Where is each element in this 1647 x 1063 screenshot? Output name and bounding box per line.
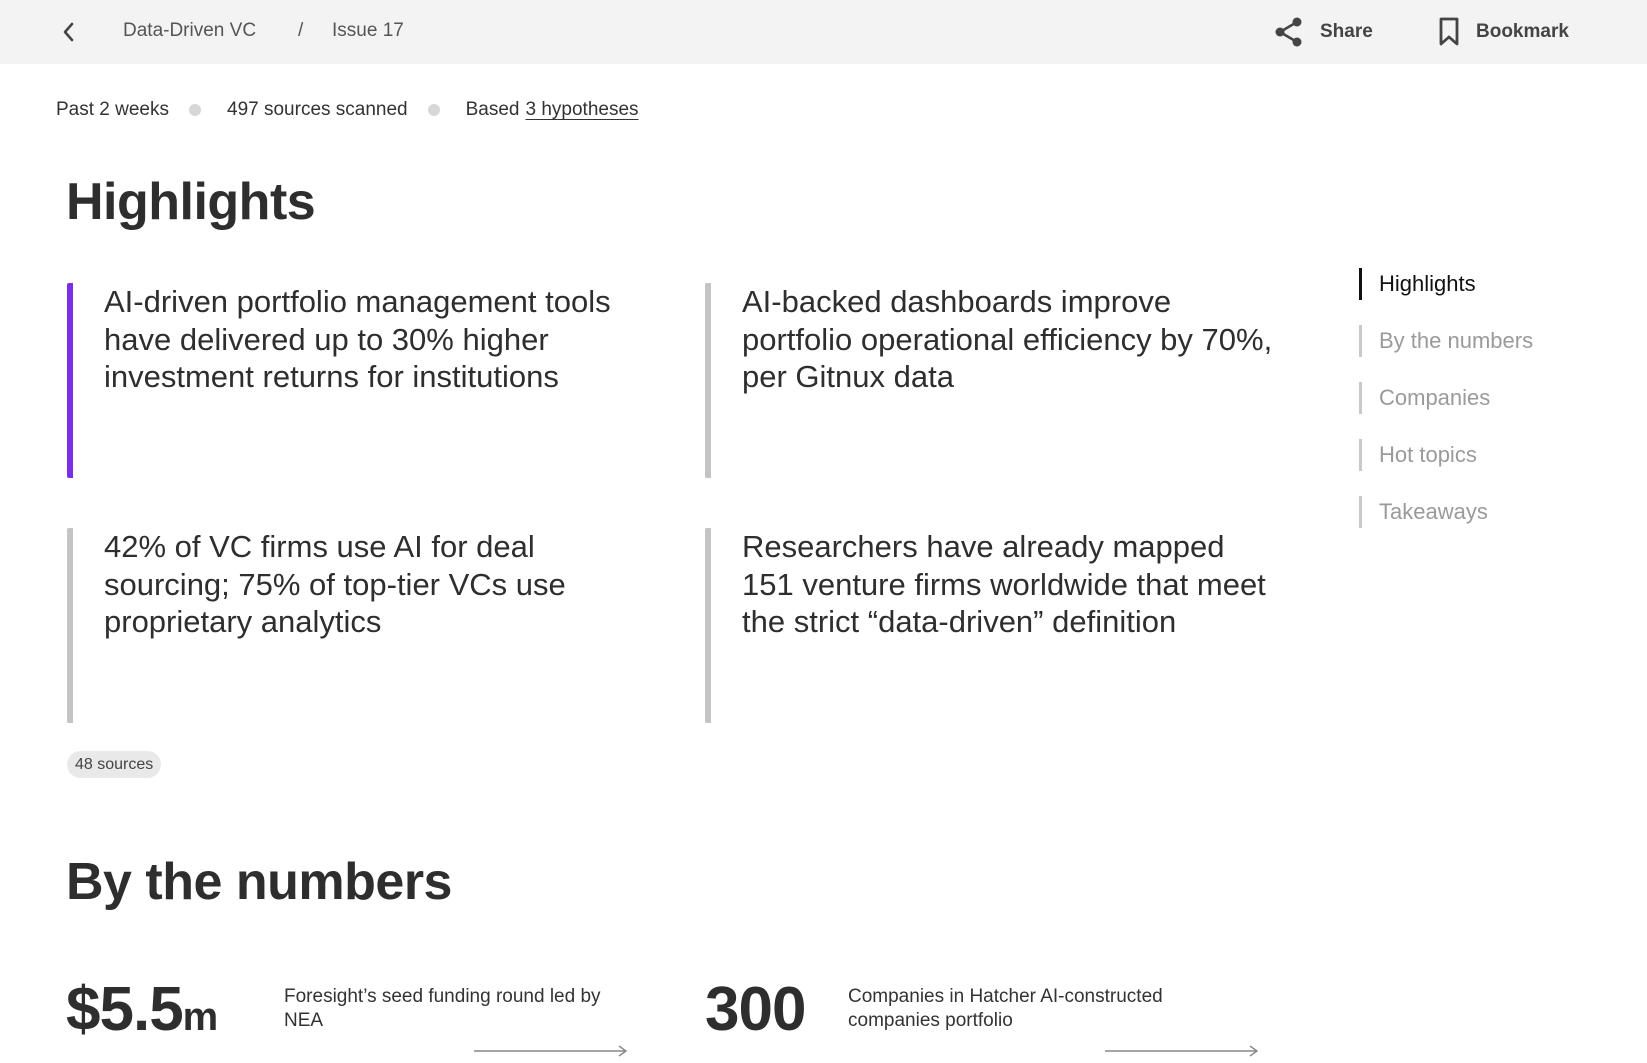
highlight-text: 42% of VC firms use AI for deal sourcing; 75% of top-tier VCs use proprietary analytics <box>104 529 566 639</box>
meta-separator-dot <box>189 104 201 116</box>
top-bar <box>0 0 1647 64</box>
nav-indicator <box>1359 382 1362 414</box>
share-icon <box>1272 15 1306 49</box>
highlight-text: Researchers have already mapped 151 venture firms worldwide that meet the strict “data-driven” definition <box>742 529 1266 639</box>
nav-indicator <box>1359 268 1362 300</box>
nav-item-hot-topics[interactable] <box>1359 438 1599 471</box>
breadcrumb-separator: / <box>298 20 304 41</box>
nav-indicator <box>1359 439 1362 471</box>
stat-unit: m <box>182 995 219 1039</box>
highlight-text: AI-backed dashboards improve portfolio operational efficiency by 70%, per Gitnux data <box>742 284 1273 394</box>
nav-indicator <box>1359 325 1362 357</box>
arrow-right-icon[interactable] <box>474 1045 630 1057</box>
breadcrumb-publication[interactable]: Data-Driven VC <box>123 20 257 41</box>
meta-based-prefix: Based <box>465 99 520 120</box>
nav-item-label: Hot topics <box>1379 441 1477 467</box>
share-button[interactable] <box>1272 12 1373 52</box>
highlight-text: AI-driven portfolio management tools have delivered up to 30% higher investment returns for institutions <box>104 284 611 394</box>
bookmark-label: Bookmark <box>1476 21 1569 42</box>
highlight-card[interactable] <box>67 283 637 478</box>
back-button[interactable] <box>54 18 82 46</box>
stat-number: 300 <box>705 975 806 1044</box>
highlights-heading: Highlights <box>66 173 316 231</box>
share-label: Share <box>1320 21 1373 42</box>
section-nav <box>1359 267 1599 552</box>
bookmark-button[interactable] <box>1436 12 1569 52</box>
highlight-card[interactable] <box>705 528 1275 723</box>
meta-period: Past 2 weeks <box>56 99 169 120</box>
by-the-numbers-heading: By the numbers <box>66 853 452 911</box>
nav-item-label: Takeaways <box>1379 498 1488 524</box>
hypotheses-link[interactable]: 3 hypotheses <box>525 99 639 120</box>
report-meta <box>56 97 639 123</box>
meta-sources-scanned: 497 sources scanned <box>227 99 408 120</box>
breadcrumb-issue: Issue 17 <box>332 20 404 41</box>
nav-item-label: Companies <box>1379 384 1491 410</box>
highlight-card[interactable] <box>705 283 1275 478</box>
stat-description: Foresight’s seed funding round led by NEA <box>284 986 601 1031</box>
nav-item-companies[interactable] <box>1359 381 1599 414</box>
stat-description: Companies in Hatcher AI-constructed companies portfolio <box>848 986 1163 1031</box>
highlight-card[interactable] <box>67 528 637 723</box>
sources-count-chip[interactable]: 48 sources <box>67 751 161 778</box>
meta-separator-dot <box>428 104 440 116</box>
nav-item-label: Highlights <box>1379 270 1476 296</box>
arrow-right-icon[interactable] <box>1105 1045 1261 1057</box>
nav-item-label: By the numbers <box>1379 327 1534 353</box>
nav-item-takeaways[interactable] <box>1359 495 1599 528</box>
nav-item-highlights[interactable] <box>1359 267 1599 300</box>
nav-item-by-the-numbers[interactable] <box>1359 324 1599 357</box>
chevron-left-icon <box>61 21 75 43</box>
bookmark-icon <box>1436 16 1462 48</box>
nav-indicator <box>1359 496 1362 528</box>
stat-value <box>66 975 219 1049</box>
stat-value <box>705 975 806 1049</box>
stat-number: $5.5 <box>66 975 183 1044</box>
